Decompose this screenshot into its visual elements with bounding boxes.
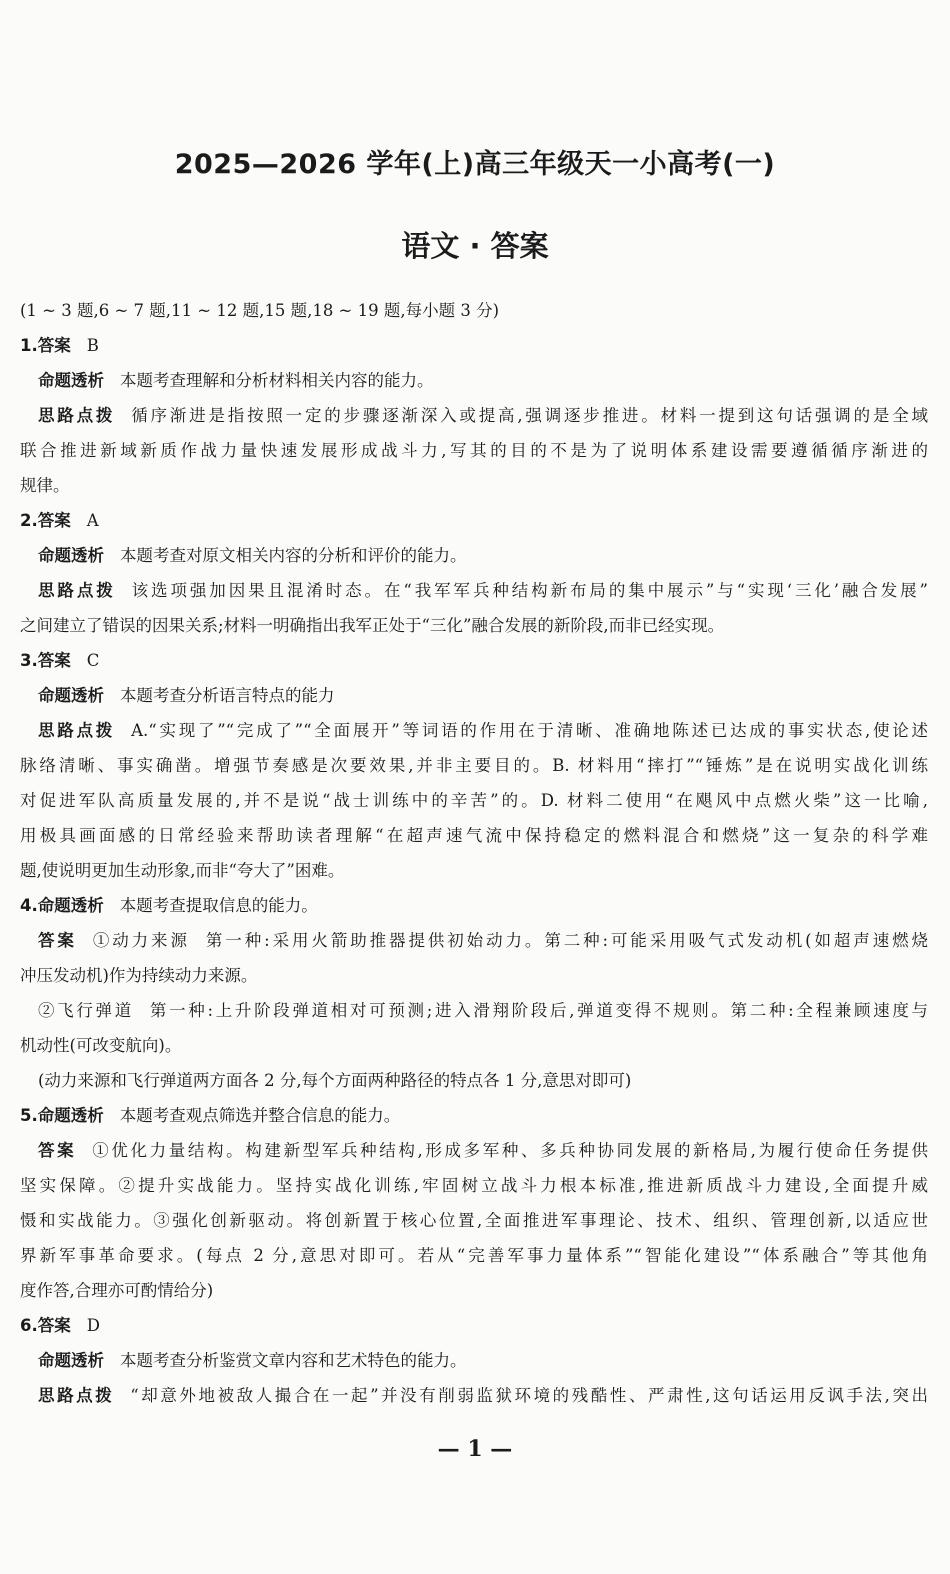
q6-thinking-line-1 bbox=[20, 1378, 928, 1413]
q1-answer-label: 答案 bbox=[37, 336, 71, 355]
scoring-note: (1 ~ 3 题,6 ~ 7 题,11 ~ 12 题,15 题,18 ~ 19 题,每小题 3 分) bbox=[20, 301, 500, 320]
q5-answer-line-4: 界新军事革命要求。(每点 2 分,意思对即可。若从“完善军事力量体系”“智能化建设”“体系融合”等其他角 bbox=[20, 1246, 928, 1265]
q2-number: 2. bbox=[20, 511, 38, 530]
q1-number: 1. bbox=[20, 336, 38, 355]
q2-thinking-label: 思路点拨 bbox=[38, 581, 116, 600]
q3-thinking-line-3: 对促进军队高质量发展的,并不是说“战士训练中的辛苦”的。D. 材料二使用“在飓风中点燃火柴”这一比喻, bbox=[20, 791, 928, 810]
q4-analysis-label: 命题透析 bbox=[37, 896, 104, 915]
q1-analysis bbox=[20, 363, 928, 398]
q2-thinking-text: 该选项强加因果且混淆时态。在“我军军兵种结构新布局的集中展示”与“实现‘三化’融合发展” bbox=[131, 581, 928, 600]
q1-thinking-text: 循序渐进是指按照一定的步骤逐渐深入或提高,强调逐步推进。材料一提到这句话强调的是全域 bbox=[131, 406, 929, 425]
q6-thinking-label: 思路点拨 bbox=[38, 1386, 115, 1405]
answer-content bbox=[20, 293, 928, 1413]
q2-thinking-line-1 bbox=[20, 573, 928, 608]
q3-analysis bbox=[20, 678, 928, 713]
q3-number: 3. bbox=[20, 651, 38, 670]
q3-thinking-line-5: 题,使说明更加生动形象,而非“夸大了”困难。 bbox=[20, 861, 345, 880]
q6-number: 6. bbox=[20, 1316, 38, 1335]
q5-analysis-label: 命题透析 bbox=[37, 1106, 104, 1125]
q1-thinking-line-1 bbox=[20, 398, 928, 433]
q6-answer-line bbox=[20, 1308, 928, 1343]
q4-item1-label: ①动力来源 bbox=[92, 931, 190, 950]
q2-answer-line bbox=[20, 503, 928, 538]
q6-answer-value: D bbox=[86, 1316, 100, 1335]
q5-analysis-line bbox=[20, 1098, 928, 1133]
q3-answer-line bbox=[20, 643, 928, 678]
q4-scoring-note: (动力来源和飞行弹道两方面各 2 分,每个方面两种路径的特点各 1 分,意思对即可) bbox=[38, 1071, 632, 1090]
q1-thinking-line-2: 联合推进新域新质作战力量快速发展形成战斗力,写其的目的不是为了说明体系建设需要遵循循序渐进的 bbox=[20, 441, 928, 460]
q4-answer-label: 答案 bbox=[38, 931, 77, 950]
q4-analysis-line bbox=[20, 888, 928, 923]
q1-thinking-label: 思路点拨 bbox=[38, 406, 116, 425]
q6-thinking-text: “却意外地被敌人撮合在一起”并没有削弱监狱环境的残酷性、严肃性,这句话运用反讽手法,突出 bbox=[130, 1386, 929, 1405]
q5-answer-label: 答案 bbox=[38, 1141, 77, 1160]
q2-analysis-label: 命题透析 bbox=[38, 546, 104, 565]
q3-thinking-line-2: 脉络清晰、事实确凿。增强节奏感是次要效果,并非主要目的。B. 材料用“摔打”“锤炼”是在说明实战化训练 bbox=[20, 756, 928, 775]
q3-analysis-text: 本题考查分析语言特点的能力 bbox=[120, 686, 335, 705]
q1-thinking-line-3: 规律。 bbox=[20, 476, 70, 495]
page-subtitle: 语文 · 答案 bbox=[401, 229, 549, 263]
q6-analysis-label: 命题透析 bbox=[38, 1351, 104, 1370]
q1-analysis-label: 命题透析 bbox=[38, 371, 104, 390]
q2-analysis bbox=[20, 538, 928, 573]
q6-answer-label: 答案 bbox=[37, 1316, 71, 1335]
q5-answer-text: ①优化力量结构。构建新型军兵种结构,形成多军种、多兵种协同发展的新格局,为履行使命任务提供 bbox=[92, 1141, 928, 1160]
q2-analysis-text: 本题考查对原文相关内容的分析和评价的能力。 bbox=[120, 546, 467, 565]
q4-answer-line-2: 冲压发动机)作为持续动力来源。 bbox=[20, 966, 258, 985]
q4-item2-label: ②飞行弹道 bbox=[38, 1001, 134, 1020]
page-number: — 1 — bbox=[437, 1436, 513, 1462]
q5-analysis-text: 本题考查观点筛选并整合信息的能力。 bbox=[119, 1106, 401, 1125]
q3-answer-label: 答案 bbox=[37, 651, 71, 670]
q5-number: 5. bbox=[20, 1106, 38, 1125]
q2-thinking-line-2: 之间建立了错误的因果关系;材料一明确指出我军正处于“三化”融合发展的新阶段,而非已经实现。 bbox=[20, 616, 725, 635]
q5-answer-line-5: 度作答,合理亦可酌情给分) bbox=[20, 1281, 214, 1300]
q3-thinking-line-4: 用极具画面感的日常经验来帮助读者理解“在超声速气流中保持稳定的燃料混合和燃烧”这一复杂的科学难 bbox=[20, 826, 928, 845]
q1-analysis-text: 本题考查理解和分析材料相关内容的能力。 bbox=[120, 371, 434, 390]
q4-item2-text: 第一种:上升阶段弹道相对可预测;进入滑翔阶段后,弹道变得不规则。第二种:全程兼顾速度与 bbox=[149, 1001, 928, 1020]
q4-answer-line-3 bbox=[20, 993, 928, 1028]
q5-answer-line-2: 坚实保障。②提升实战能力。坚持实战化训练,牢固树立战斗力根本标准,推进新质战斗力建设,全面提升威 bbox=[20, 1176, 928, 1195]
q5-answer-line-1 bbox=[20, 1133, 928, 1168]
q1-answer-value: B bbox=[86, 336, 99, 355]
q3-analysis-label: 命题透析 bbox=[38, 686, 104, 705]
q3-answer-value: C bbox=[86, 651, 100, 670]
q1-answer-line bbox=[20, 328, 928, 363]
q4-item1-text: 第一种:采用火箭助推器提供初始动力。第二种:可能采用吸气式发动机(如超声速燃烧 bbox=[205, 931, 929, 950]
q4-answer-line-4: 机动性(可改变航向)。 bbox=[20, 1036, 182, 1055]
q3-thinking-line-1 bbox=[20, 713, 928, 748]
q2-answer-value: A bbox=[86, 511, 99, 530]
q3-thinking-text: A.“实现了”“完成了”“全面展开”等词语的作用在于清晰、准确地陈述已达成的事实状态,使论述 bbox=[131, 721, 929, 740]
q6-analysis bbox=[20, 1343, 928, 1378]
q4-analysis-text: 本题考查提取信息的能力。 bbox=[119, 896, 318, 915]
q4-answer-line-1 bbox=[20, 923, 928, 958]
q2-answer-label: 答案 bbox=[37, 511, 71, 530]
q5-answer-line-3: 慑和实战能力。③强化创新驱动。将创新置于核心位置,全面推进军事理论、技术、组织、管理创新,以适应世 bbox=[20, 1211, 928, 1230]
page-title: 2025—2026 学年(上)高三年级天一小高考(一) bbox=[174, 149, 776, 180]
q4-number: 4. bbox=[20, 896, 38, 915]
q6-analysis-text: 本题考查分析鉴赏文章内容和艺术特色的能力。 bbox=[120, 1351, 467, 1370]
q3-thinking-label: 思路点拨 bbox=[38, 721, 116, 740]
